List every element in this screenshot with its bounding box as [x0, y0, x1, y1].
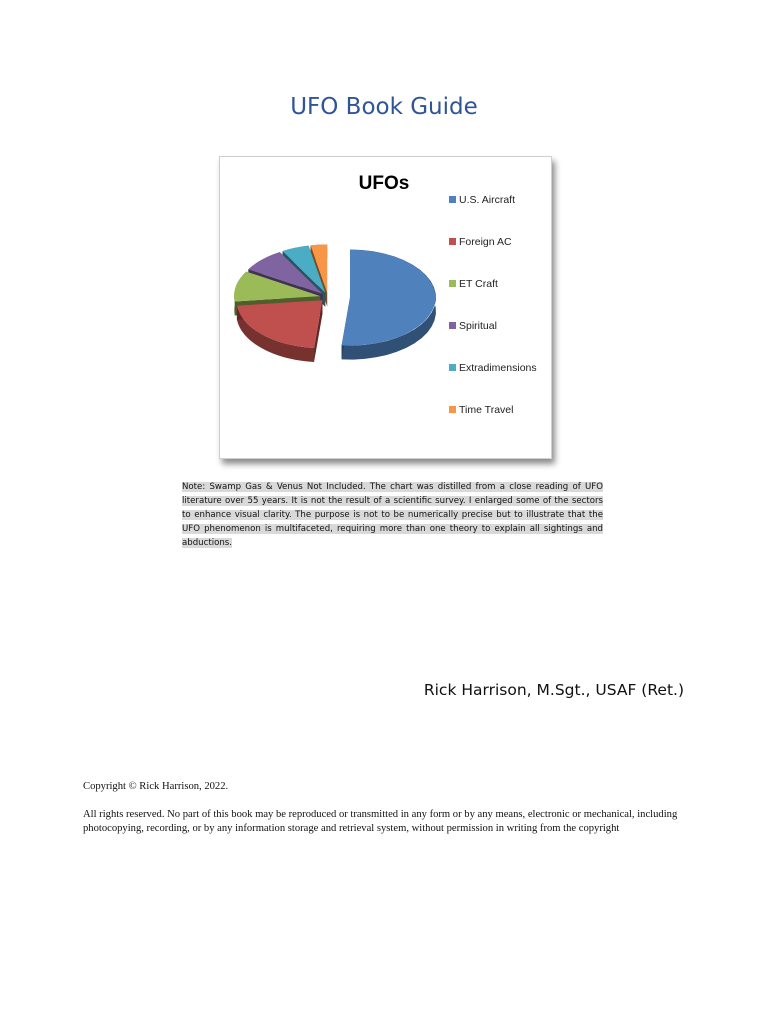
- page-title: UFO Book Guide: [290, 94, 478, 120]
- pie-slices: [234, 245, 436, 363]
- pie-slice-foreign-ac: [237, 300, 322, 362]
- chart-canvas: [220, 157, 551, 458]
- pie-slice-u-s-aircraft: [342, 250, 436, 360]
- copyright-line: Copyright © Rick Harrison, 2022.: [83, 781, 229, 792]
- chart-legend: [449, 194, 537, 416]
- legend-label: ET Craft: [459, 278, 498, 290]
- legend-swatch: [449, 196, 456, 203]
- legend-swatch: [449, 280, 456, 287]
- legend-swatch: [449, 364, 456, 371]
- legend-swatch: [449, 406, 456, 413]
- chart-note: [182, 480, 603, 550]
- legend-label: U.S. Aircraft: [459, 194, 516, 206]
- ufo-pie-chart: [219, 156, 552, 459]
- author-signature: Rick Harrison, M.Sgt., USAF (Ret.): [423, 681, 684, 699]
- legend-label: Spiritual: [459, 320, 497, 332]
- chart-note-text: Note: Swamp Gas & Venus Not Included. The chart was distilled from a close reading of UFO literature over 55 years. It is not the result of a scientific survey. I enlarged some of the sectors to enhance visual clarity. The purpose is not to be numerically precise but to illustrate that the UFO phenomenon is multifaceted, requiring more than one theory to explain all sightings and abductions.: [182, 482, 603, 548]
- legend-swatch: [449, 322, 456, 329]
- legend-label: Foreign AC: [459, 236, 512, 248]
- legend-label: Time Travel: [459, 404, 514, 416]
- pie-slice-top: [237, 300, 322, 348]
- rights-statement: All rights reserved. No part of this book may be reproduced or transmitted in any form or by any means, electronic or mechanical, including photocopying, recording, or by any information storage and retrieval system, without permission in writing from the copyright: [83, 809, 678, 834]
- chart-title: UFOs: [358, 173, 410, 194]
- legend-swatch: [449, 238, 456, 245]
- legend-label: Extradimensions: [459, 362, 537, 374]
